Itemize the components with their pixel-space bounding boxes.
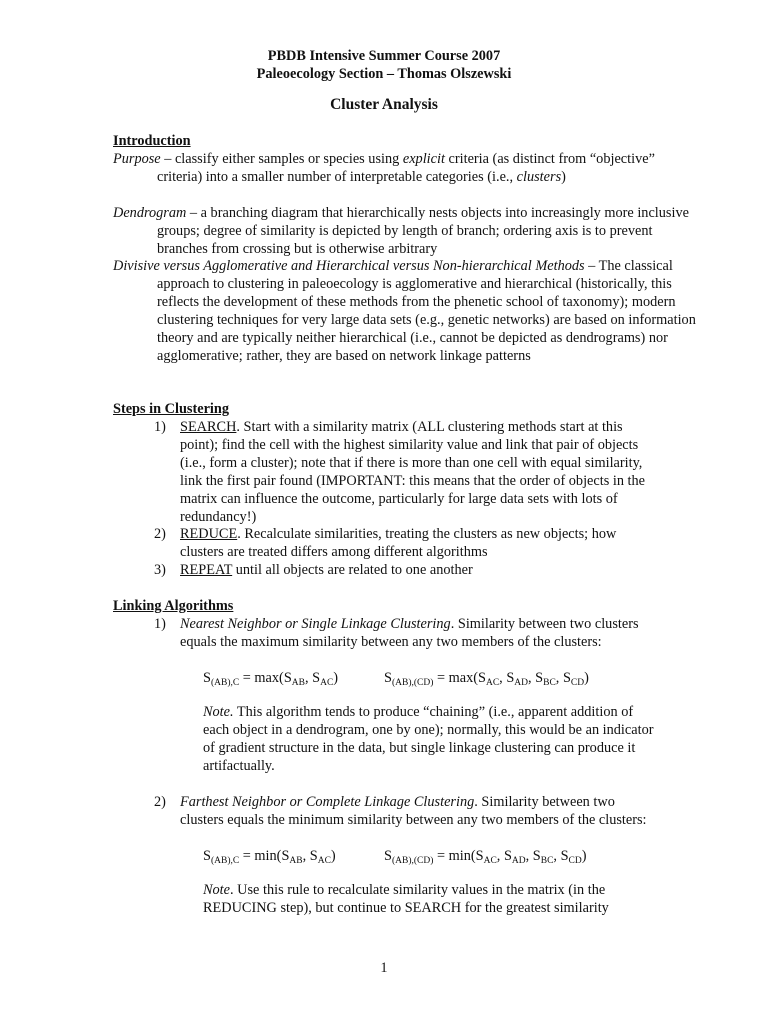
step-text: until all objects are related to one another: [232, 562, 473, 578]
purpose-term: Purpose: [113, 151, 161, 167]
step-item: [154, 419, 660, 526]
algorithm-name: Nearest Neighbor or Single Linkage Clustering: [180, 616, 451, 632]
steps-heading: Steps in Clustering: [113, 401, 229, 417]
course-title: PBDB Intensive Summer Course 2007: [267, 48, 501, 64]
methods-text: – The classical approach to clustering in paleoecology is agglomerative and hierarchical (historically, this reflects the development of these methods from the phenetic school of taxonomy); modern clustering techniques for very large data sets (e.g., genetic networks) are based on information theory and are typically neither hierarchical (i.e., cannot be depicted as dendrograms) nor agglomerative; rather, they are based on network linkage patterns: [157, 258, 696, 364]
dendrogram-entry: [113, 205, 697, 259]
formula-left: $S_{(AB),C} = \max(S_{AB}$, $S_{AC}$): [203, 670, 339, 688]
purpose-text: – classify either samples or species using: [160, 151, 403, 167]
note-label: Note.: [203, 704, 234, 720]
complete-linkage-formula: [203, 848, 663, 866]
note-text: . Use this rule to recalculate similarity values in the matrix (in the REDUCING step), but continue to SEARCH for the greatest similarity: [203, 882, 609, 916]
formula-right: $S_{(AB),(CD)} = \min(S_{AC}$, $S_{AD}$, $S_{BC}$, $S_{CD}$): [384, 848, 587, 866]
formula-right: $S_{(AB),(CD)} = \max(S_{AC}$, $S_{AD}$, $S_{BC}$, $S_{CD}$): [384, 670, 589, 688]
algorithm-text: . Similarity between two clusters equals the maximum similarity between any two members of the clusters:: [180, 616, 639, 650]
purpose-text-continued: criteria (as distinct from “objective” criteria) into a smaller number of interpretable categories (i.e.,: [157, 151, 655, 185]
step-number: 1): [154, 419, 166, 435]
algorithm-item: [154, 616, 660, 652]
step-text: . Start with a similarity matrix (ALL clustering methods start at this point); find the cell with the highest similarity value and link that pair of objects (i.e., form a cluster); note that if there is more than one cell with equal similarity, link the first pair found (IMPORTANT: this means that the order of objects in the matrix can influence the outcome, particularly for large data sets with lots of redundancy!): [180, 419, 646, 525]
step-item: [154, 526, 660, 562]
algorithm-name: Farthest Neighbor or Complete Linkage Clustering: [180, 794, 475, 810]
step-number: 2): [154, 526, 166, 542]
algorithm-item: [154, 794, 660, 830]
page-title: Cluster Analysis: [330, 96, 438, 113]
purpose-emphasis: explicit: [402, 151, 445, 167]
methods-entry: [113, 258, 697, 365]
step-number: 3): [154, 562, 166, 578]
algorithm-note: [203, 882, 658, 918]
step-item: [154, 562, 660, 580]
page-number: 1: [380, 960, 388, 976]
formula-left: $S_{(AB),C} = \min(S_{AB}$, $S_{AC}$): [203, 848, 336, 866]
introduction-heading: Introduction: [113, 133, 191, 149]
purpose-text-end: ): [561, 168, 566, 185]
note-text: This algorithm tends to produce “chaining” (i.e., apparent addition of each object in a dendrogram, one by one); normally, this would be an indicator of gradient structure in the data, but single linkage clustering can produce it artifactually.: [203, 704, 654, 774]
algorithm-note: [203, 704, 658, 776]
purpose-emphasis-clusters: clusters: [516, 168, 562, 185]
note-label: Note: [203, 882, 231, 898]
purpose-entry: [113, 151, 697, 187]
step-text: . Recalculate similarities, treating the clusters as new objects; how clusters are treated differs among different algorithms: [180, 526, 617, 560]
methods-term: Divisive versus Agglomerative and Hierarchical versus Non-hierarchical Methods: [113, 258, 585, 274]
step-keyword: REPEAT: [180, 562, 233, 578]
step-keyword: SEARCH: [180, 419, 237, 435]
algorithm-number: 1): [154, 616, 166, 632]
algorithm-text: . Similarity between two clusters equals the minimum similarity between any two members of the clusters:: [180, 794, 647, 828]
step-keyword: REDUCE: [180, 526, 238, 542]
single-linkage-formula: [203, 670, 663, 688]
dendrogram-text: – a branching diagram that hierarchically nests objects into increasingly more inclusive groups; degree of similarity is depicted by length of branch; ordering axis is to prevent branches from crossing but is otherwise arbitrary: [157, 205, 689, 257]
algorithm-number: 2): [154, 794, 166, 810]
section-author: Paleoecology Section – Thomas Olszewski: [256, 66, 512, 82]
linking-heading: Linking Algorithms: [113, 598, 234, 614]
dendrogram-term: Dendrogram: [113, 205, 187, 221]
